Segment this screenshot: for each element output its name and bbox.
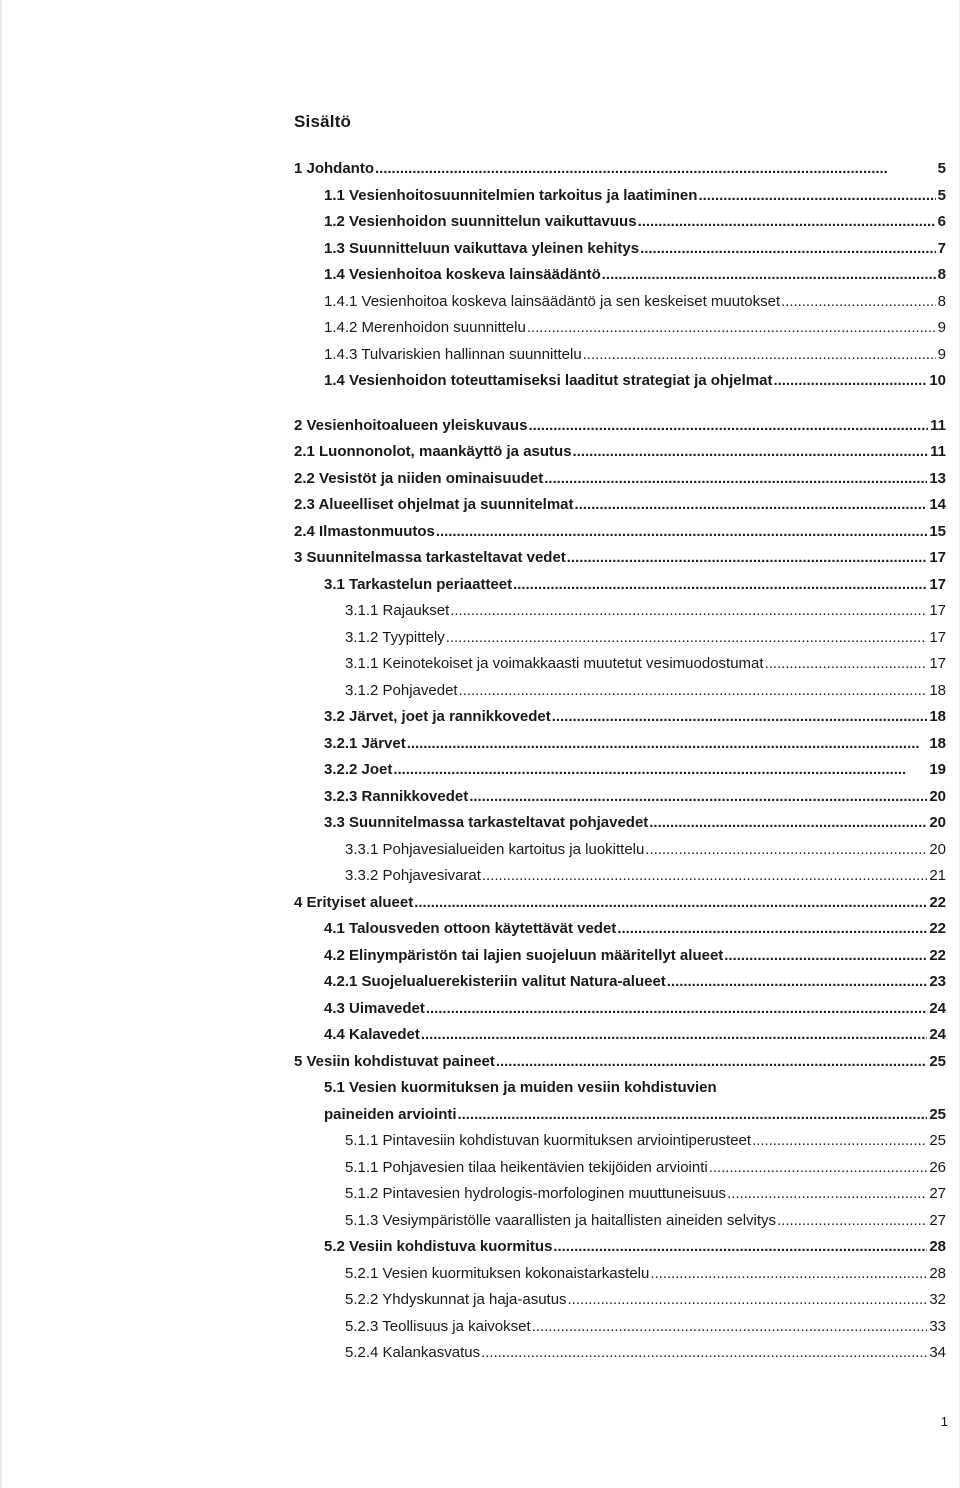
toc-entry-page: 33 (929, 1317, 946, 1335)
toc-entry-page: 5 (937, 160, 946, 177)
dot-leader (567, 545, 928, 572)
dot-leader (752, 1128, 927, 1155)
dot-leader (781, 289, 936, 316)
toc-entry-label: 3.3.2 Pohjavesivarat (345, 867, 481, 884)
toc-entry[interactable] (0, 1314, 946, 1341)
toc-entry-page: 24 (929, 999, 946, 1017)
toc-entry[interactable] (0, 262, 946, 289)
toc-entry-label: 1.4.2 Merenhoidon suunnittelu (324, 319, 526, 336)
toc-entry-page: 27 (929, 1185, 946, 1202)
dot-leader (553, 1234, 927, 1261)
toc-entry-page: 9 (937, 319, 946, 336)
dot-leader (469, 784, 927, 811)
dot-leader (482, 863, 927, 890)
toc-entry[interactable] (0, 1128, 946, 1155)
dot-leader (458, 1102, 928, 1129)
toc-entry[interactable] (0, 236, 946, 263)
dot-leader (528, 413, 928, 440)
toc-entry[interactable] (0, 289, 946, 316)
toc-entry-page: 11 (930, 443, 946, 460)
toc-entry[interactable] (0, 1075, 960, 1102)
toc-entry[interactable] (0, 519, 946, 546)
dot-leader (552, 704, 928, 731)
toc-entry[interactable] (0, 651, 946, 678)
toc-entry[interactable] (0, 572, 946, 599)
toc-entry-page: 13 (929, 469, 946, 487)
toc-entry-label: 5.2.3 Teollisuus ja kaivokset (345, 1317, 531, 1335)
toc-entry[interactable] (0, 1049, 946, 1076)
toc-entry[interactable] (0, 466, 946, 493)
toc-entry-label: 2.4 Ilmastonmuutos (294, 522, 435, 540)
toc-entry-page: 17 (929, 628, 946, 646)
dot-leader (724, 943, 927, 970)
toc-entry[interactable] (0, 183, 946, 210)
toc-entry-page: 28 (929, 1264, 946, 1282)
dot-leader (575, 492, 928, 519)
toc-entry-label: 5.1.2 Pintavesien hydrologis-morfologinen muuttuneisuus (345, 1185, 727, 1202)
toc-entry[interactable] (0, 810, 946, 837)
toc-entry-page: 14 (929, 496, 946, 513)
toc-entry[interactable] (0, 996, 946, 1023)
toc-entry-label: 3.3.1 Pohjavesialueiden kartoitus ja luokittelu (345, 840, 645, 858)
toc-entry[interactable] (0, 342, 946, 369)
toc-entry-page: 9 (937, 345, 946, 363)
toc-entry-label: 3.2 Järvet, joet ja rannikkovedet (324, 708, 551, 725)
toc-entry-label: 1.4 Vesienhoitoa koskeva lainsäädäntö (324, 266, 601, 283)
toc-entry-label: paineiden arviointi (324, 1105, 457, 1123)
toc-entry-page: 25 (929, 1052, 946, 1070)
toc-entry-page: 22 (929, 893, 946, 911)
toc-entry-page: 25 (929, 1132, 946, 1149)
toc-entry[interactable] (0, 368, 946, 395)
dot-leader (773, 368, 927, 395)
dot-leader (765, 651, 928, 678)
toc-entry-page: 17 (929, 655, 946, 672)
toc-entry[interactable] (0, 492, 946, 519)
dot-leader (481, 1340, 927, 1367)
toc-entry[interactable] (0, 156, 946, 183)
toc-entry-label: 4.2.1 Suojelualuerekisteriin valitut Natura-alueet (324, 973, 666, 990)
dot-leader (640, 236, 936, 263)
toc-entry-label: 3 Suunnitelmassa tarkasteltavat vedet (294, 549, 566, 566)
dot-leader (496, 1049, 927, 1076)
dot-leader (513, 572, 927, 599)
toc-entry[interactable] (0, 916, 946, 943)
toc-entry[interactable] (0, 1287, 946, 1314)
toc-entry-label: 1.4 Vesienhoidon toteuttamiseksi laaditut strategiat ja ohjelmat (324, 372, 773, 389)
toc-entry-label: 5.1 Vesien kuormituksen ja muiden vesiin kohdistuvien (324, 1079, 717, 1096)
toc-entry-label: 1.4.3 Tulvariskien hallinnan suunnittelu (324, 345, 582, 363)
toc-entry-label: 2.2 Vesistöt ja niiden ominaisuudet (294, 469, 544, 487)
toc-entry-page: 28 (929, 1238, 946, 1255)
dot-leader (667, 969, 928, 996)
table-of-contents (0, 156, 960, 1367)
toc-entry[interactable] (0, 1155, 946, 1182)
toc-entry[interactable] (0, 413, 946, 440)
toc-entry-page: 21 (929, 867, 946, 884)
toc-entry[interactable] (0, 1181, 946, 1208)
toc-entry[interactable] (0, 837, 946, 864)
toc-entry-page: 20 (929, 787, 946, 805)
dot-leader (436, 519, 927, 546)
toc-entry-label: 3.2.2 Joet (324, 761, 393, 778)
toc-entry-label: 4.1 Talousveden ottoon käytettävät vedet (324, 920, 617, 937)
toc-entry-page: 5 (937, 186, 946, 204)
dot-leader (617, 916, 927, 943)
toc-entry[interactable] (0, 1340, 946, 1367)
toc-entry-label: 5.1.1 Pintavesiin kohdistuvan kuormituksen arviointiperusteet (345, 1132, 752, 1149)
toc-entry-label: 1.1 Vesienhoitosuunnitelmien tarkoitus ja laatiminen (324, 186, 698, 204)
toc-entry[interactable] (0, 890, 946, 917)
toc-entry-page: 26 (929, 1158, 946, 1176)
dot-leader (532, 1314, 928, 1341)
toc-entry-label: 4.3 Uimavedet (324, 999, 425, 1017)
toc-entry[interactable] (0, 598, 946, 625)
toc-entry-label: 3.1.2 Pohjavedet (345, 681, 458, 699)
toc-entry-page: 7 (937, 239, 946, 257)
toc-entry-label: 3.1.1 Keinotekoiset ja voimakkaasti muutetut vesimuodostumat (345, 655, 764, 672)
toc-entry[interactable] (0, 704, 946, 731)
toc-entry[interactable] (0, 209, 946, 236)
dot-leader (527, 315, 936, 342)
toc-entry-page: 32 (929, 1291, 946, 1308)
dot-leader (568, 1287, 928, 1314)
toc-entry-label: 5.2.4 Kalankasvatus (345, 1344, 481, 1361)
page-title: Sisältö (294, 112, 352, 131)
dot-leader (446, 625, 928, 652)
dot-leader (638, 209, 936, 236)
dot-leader (602, 262, 936, 289)
dot-leader (450, 598, 927, 625)
toc-entry[interactable] (0, 969, 946, 996)
dot-leader (459, 678, 928, 705)
toc-entry-label: 1.3 Suunnitteluun vaikuttava yleinen kehitys (324, 239, 640, 257)
toc-entry[interactable] (0, 315, 946, 342)
toc-entry[interactable] (0, 757, 946, 784)
toc-entry-label: 4 Erityiset alueet (294, 893, 414, 911)
dot-leader (573, 439, 929, 466)
toc-entry[interactable] (0, 1234, 946, 1261)
toc-entry[interactable] (0, 943, 946, 970)
toc-entry-label: 4.4 Kalavedet (324, 1026, 420, 1043)
toc-entry-label: 3.2.1 Järvet (324, 734, 406, 752)
toc-entry-label: 2.3 Alueelliset ohjelmat ja suunnitelmat (294, 496, 574, 513)
toc-entry-page: 34 (929, 1344, 946, 1361)
page-number: 1 (940, 1414, 948, 1429)
toc-entry[interactable] (0, 1102, 946, 1129)
toc-entry-label: 5.2 Vesiin kohdistuva kuormitus (324, 1238, 553, 1255)
dot-leader (709, 1155, 928, 1182)
toc-entry[interactable] (0, 784, 946, 811)
toc-entry-page: 25 (929, 1105, 946, 1123)
dot-leader (414, 890, 927, 917)
dot-leader (727, 1181, 927, 1208)
toc-entry-page: 22 (929, 920, 946, 937)
toc-entry[interactable] (0, 1022, 946, 1049)
toc-entry-label: 3.2.3 Rannikkovedet (324, 787, 469, 805)
dot-leader (544, 466, 927, 493)
dot-leader (698, 183, 935, 210)
toc-entry[interactable] (0, 1208, 946, 1235)
toc-entry-page: 10 (929, 372, 946, 389)
dot-leader (645, 837, 927, 864)
dot-leader (393, 757, 927, 784)
toc-entry-label: 2.1 Luonnonolot, maankäyttö ja asutus (294, 443, 572, 460)
toc-entry-label: 5 Vesiin kohdistuvat paineet (294, 1052, 495, 1070)
toc-entry-page: 20 (929, 814, 946, 831)
toc-entry-label: 3.1.1 Rajaukset (345, 602, 450, 619)
toc-entry-label: 5.1.3 Vesiympäristölle vaarallisten ja haitallisten aineiden selvitys (345, 1211, 777, 1229)
toc-entry-page: 22 (929, 946, 946, 964)
toc-entry-label: 3.3 Suunnitelmassa tarkasteltavat pohjavedet (324, 814, 649, 831)
toc-entry[interactable] (0, 545, 946, 572)
toc-entry[interactable] (0, 625, 946, 652)
toc-entry-label: 3.1 Tarkastelun periaatteet (324, 575, 513, 593)
toc-entry-page: 18 (929, 708, 946, 725)
toc-entry-page: 20 (929, 840, 946, 858)
dot-leader (777, 1208, 927, 1235)
toc-entry-page: 23 (929, 973, 946, 990)
toc-entry-page: 17 (929, 602, 946, 619)
toc-entry-label: 5.2.2 Yhdyskunnat ja haja-asutus (345, 1291, 567, 1308)
toc-entry[interactable] (0, 439, 946, 466)
toc-entry-page: 15 (929, 522, 946, 540)
toc-entry-page: 24 (929, 1026, 946, 1043)
toc-entry-page: 17 (929, 549, 946, 566)
dot-leader (407, 731, 928, 758)
toc-entry-page: 17 (929, 575, 946, 593)
toc-entry-label: 1.4.1 Vesienhoitoa koskeva lainsäädäntö ja sen keskeiset muutokset (324, 292, 781, 310)
toc-entry-page: 18 (929, 681, 946, 699)
toc-entry[interactable] (0, 731, 946, 758)
dot-leader (649, 810, 927, 837)
dot-leader (375, 156, 936, 183)
toc-entry-page: 27 (929, 1211, 946, 1229)
toc-entry[interactable] (0, 1261, 946, 1288)
toc-entry-page: 19 (929, 761, 946, 778)
toc-entry-page: 8 (937, 292, 946, 310)
toc-entry-page: 18 (929, 734, 946, 752)
toc-entry-page: 8 (937, 266, 946, 283)
toc-entry-label: 5.1.1 Pohjavesien tilaa heikentävien tekijöiden arviointi (345, 1158, 708, 1176)
dot-leader (583, 342, 936, 369)
dot-leader (426, 996, 927, 1023)
dot-leader (421, 1022, 927, 1049)
toc-entry-label: 3.1.2 Tyypittely (345, 628, 445, 646)
toc-entry-label: 5.2.1 Vesien kuormituksen kokonaistarkastelu (345, 1264, 650, 1282)
toc-entry-label: 1 Johdanto (294, 160, 375, 177)
toc-entry-label: 2 Vesienhoitoalueen yleiskuvaus (294, 416, 528, 434)
toc-entry[interactable] (0, 863, 946, 890)
toc-entry-page: 11 (930, 416, 946, 434)
toc-entry-label: 4.2 Elinympäristön tai lajien suojeluun määritellyt alueet (324, 946, 724, 964)
toc-entry-label: 1.2 Vesienhoidon suunnittelun vaikuttavuus (324, 213, 637, 230)
dot-leader (650, 1261, 927, 1288)
toc-entry-page: 6 (937, 213, 946, 230)
toc-entry[interactable] (0, 678, 946, 705)
